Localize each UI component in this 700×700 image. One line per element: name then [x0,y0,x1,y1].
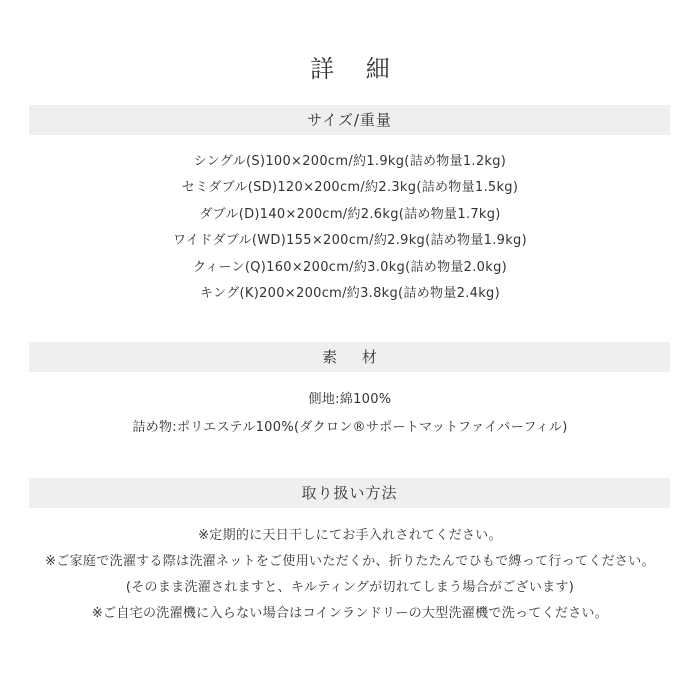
size-line-double: ダブル(D)140×200cm/約2.6kg(詰め物量1.7kg) [199,206,501,222]
section-heading-size: サイズ/重量 [29,105,670,135]
care-line-sun-dry: ※定期的に天日干しにてお手入れされてください。 [198,528,502,543]
material-list [0,386,700,442]
size-line-wide-double: ワイドダブル(WD)155×200cm/約2.9kg(詰め物量1.9kg) [173,233,527,249]
material-line-outer: 側地:綿100% [308,392,392,407]
care-line-home-wash: ※ご家庭で洗濯する際は洗濯ネットをご使用いただくか、折りたたんでひもで縛って行ってください。 [45,554,655,569]
care-line-quilting-note: (そのまま洗濯されますと、キルティングが切れてしまう場合がございます) [125,580,575,595]
care-list [0,523,700,627]
care-line-coin-laundry: ※ご自宅の洗濯機に入らない場合はコインランドリーの大型洗濯機で洗ってください。 [91,606,609,621]
size-line-single: シングル(S)100×200cm/約1.9kg(詰め物量1.2kg) [193,154,507,169]
size-line-semi-double: セミダブル(SD)120×200cm/約2.3kg(詰め物量1.5kg) [181,180,519,196]
page-title: 詳 細 [310,55,402,83]
size-line-queen: クィーン(Q)160×200cm/約3.0kg(詰め物量2.0kg) [192,259,508,275]
material-line-filling: 詰め物:ポリエステル100%(ダクロン®サポートマットファイバーフィル) [132,420,568,435]
section-heading-material: 素 材 [29,342,670,372]
section-heading-care: 取り扱い方法 [29,478,670,508]
size-line-king: キング(K)200×200cm/約3.8kg(詰め物量2.4kg) [200,285,500,301]
size-list [0,149,700,307]
